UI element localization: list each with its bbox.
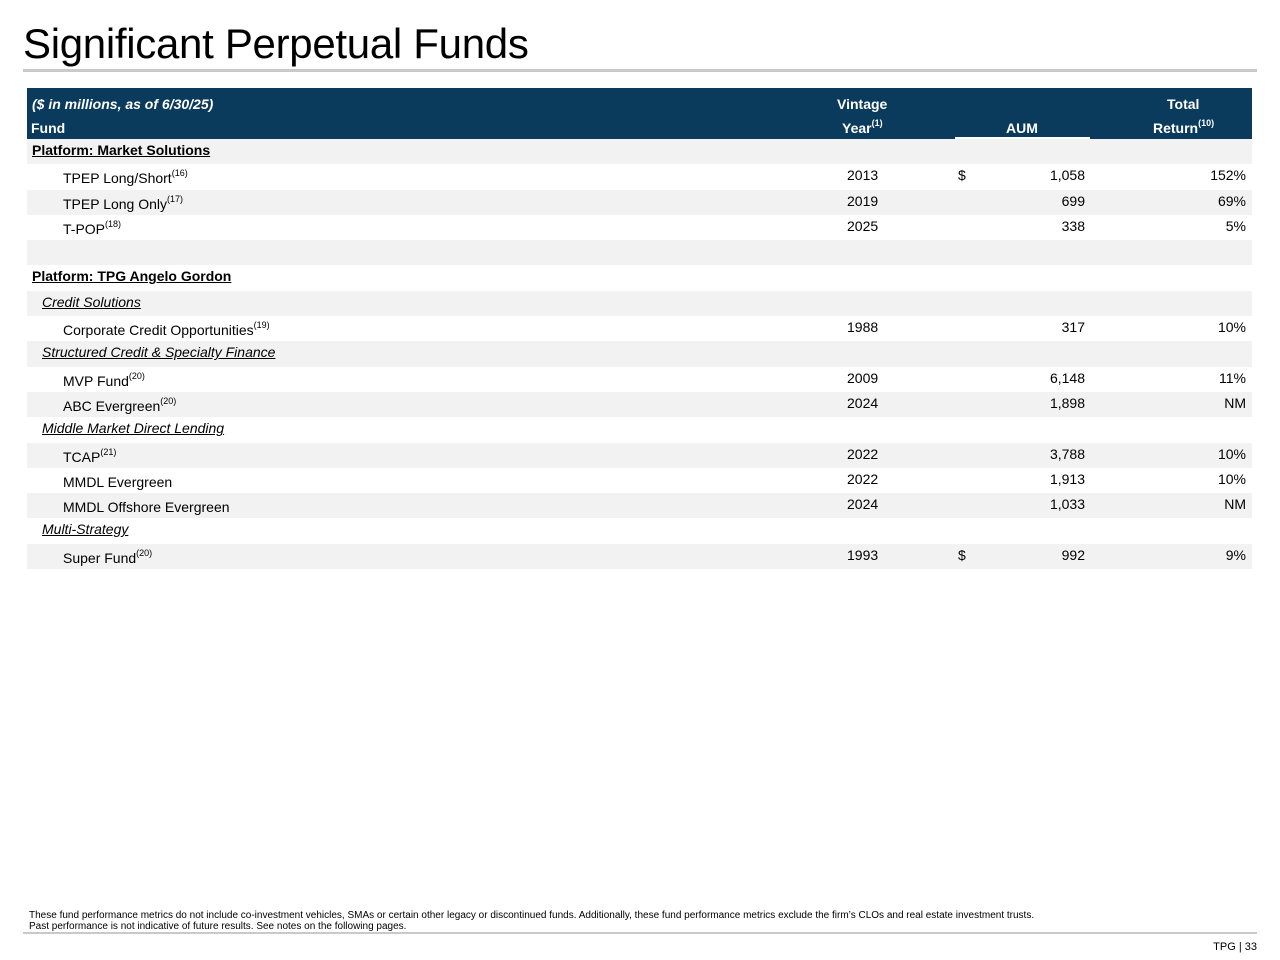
table-row <box>27 316 1252 341</box>
aum-value: 992 <box>1061 546 1085 563</box>
aum-value: 338 <box>1061 217 1085 234</box>
page-title: Significant Perpetual Funds <box>23 20 529 67</box>
header-return-text: Return <box>1153 120 1199 136</box>
table-header <box>27 88 1252 139</box>
fund-footnote-ref: (20) <box>128 370 145 381</box>
vintage-year: 2024 <box>847 496 879 513</box>
total-return: NM <box>1224 496 1246 513</box>
fund-name: TCAP <box>63 448 101 465</box>
aum-value: 1,898 <box>1049 394 1085 411</box>
fund-name-cell <box>63 322 270 338</box>
table-row <box>27 443 1252 468</box>
table-row <box>27 544 1252 569</box>
fund-footnote-ref: (17) <box>167 193 184 204</box>
title-divider <box>23 69 1257 72</box>
fund-name-cell <box>63 395 177 414</box>
fund-name-cell <box>63 218 122 237</box>
header-aum: AUM <box>1006 120 1038 136</box>
table-row <box>27 518 1252 543</box>
currency-sign: $ <box>958 167 966 184</box>
total-return: 9% <box>1225 546 1246 563</box>
table-row <box>27 291 1252 316</box>
header-total-line1: Total <box>1167 96 1200 112</box>
table-row <box>27 392 1252 417</box>
header-fund: Fund <box>31 120 66 136</box>
fund-name-cell <box>63 474 172 490</box>
fund-footnote-ref: (21) <box>100 446 117 457</box>
fund-footnote-ref: (18) <box>105 218 122 229</box>
aum-value: 699 <box>1061 192 1085 209</box>
aum-value: 3,788 <box>1049 445 1085 462</box>
fund-name-cell <box>63 446 117 465</box>
total-return: 10% <box>1217 319 1246 336</box>
category-heading: Multi-Strategy <box>42 521 129 538</box>
platform-heading: Platform: Market Solutions <box>32 142 211 158</box>
fund-name-cell <box>63 170 188 186</box>
fund-name: T-POP <box>63 220 106 237</box>
table-row <box>27 367 1252 392</box>
fund-name-cell <box>63 370 145 389</box>
currency-sign: $ <box>958 546 966 563</box>
header-year-footnote: (1) <box>871 118 883 128</box>
aum-value: 317 <box>1061 319 1085 336</box>
fund-name-cell <box>63 499 230 515</box>
aum-value: 1,913 <box>1049 470 1085 487</box>
category-heading: Credit Solutions <box>42 293 141 310</box>
aum-value: 1,033 <box>1049 496 1085 513</box>
fund-name: MMDL Offshore Evergreen <box>63 499 230 516</box>
vintage-year: 2009 <box>847 369 879 386</box>
table-row <box>27 240 1252 265</box>
total-return: 152% <box>1210 167 1246 184</box>
total-return: 69% <box>1217 192 1246 209</box>
vintage-year: 2025 <box>847 217 879 234</box>
fund-name: MVP Fund <box>63 372 129 389</box>
footnote-line-2: Past performance is not indicative of future results. See notes on the following pages. <box>29 921 407 932</box>
fund-footnote-ref: (20) <box>160 395 177 406</box>
table-row <box>27 265 1252 290</box>
vintage-year: 1993 <box>847 546 879 563</box>
aum-value: 1,058 <box>1049 167 1085 184</box>
total-return: NM <box>1224 394 1246 411</box>
table-row <box>27 164 1252 189</box>
table-row <box>27 215 1252 240</box>
fund-name-cell <box>63 547 153 566</box>
footnote-line-1: These fund performance metrics do not include co-investment vehicles, SMAs or certain other legacy or discontinued funds. Additionally, these fund performance metrics exclude the firm’s CLOs and real estate investment trusts. <box>29 910 1035 921</box>
fund-name: Super Fund <box>63 549 137 566</box>
fund-name-cell <box>63 193 184 212</box>
total-return: 5% <box>1225 217 1246 234</box>
fund-name: ABC Evergreen <box>63 397 161 414</box>
footer-divider <box>23 932 1257 934</box>
header-vintage-line2 <box>842 120 883 136</box>
table-row <box>27 139 1252 164</box>
units-note: ($ in millions, as of 6/30/25) <box>32 96 214 112</box>
fund-footnote-ref: (16) <box>171 168 188 179</box>
table-row <box>27 190 1252 215</box>
page-number: TPG | 33 <box>1213 941 1257 953</box>
vintage-year: 2024 <box>847 394 879 411</box>
total-return: 10% <box>1217 470 1246 487</box>
fund-name: TPEP Long/Short <box>63 170 172 187</box>
vintage-year: 2022 <box>847 445 879 462</box>
table-row <box>27 493 1252 518</box>
header-total-line2 <box>1153 120 1214 136</box>
vintage-year: 1988 <box>847 319 879 336</box>
fund-name: Corporate Credit Opportunities <box>63 322 254 339</box>
footnote <box>29 910 1034 932</box>
header-year-text: Year <box>842 120 872 136</box>
vintage-year: 2019 <box>847 192 879 209</box>
vintage-year: 2022 <box>847 470 879 487</box>
category-heading: Middle Market Direct Lending <box>42 420 225 437</box>
table-body <box>27 139 1252 569</box>
table-row <box>27 341 1252 366</box>
table-row <box>27 417 1252 442</box>
funds-table <box>27 88 1252 569</box>
category-heading: Structured Credit & Specialty Finance <box>42 344 276 361</box>
total-return: 10% <box>1217 445 1246 462</box>
fund-name: TPEP Long Only <box>63 195 168 212</box>
aum-value: 6,148 <box>1049 369 1085 386</box>
total-return: 11% <box>1219 369 1246 386</box>
table-row <box>27 468 1252 493</box>
fund-footnote-ref: (20) <box>136 547 153 558</box>
platform-heading: Platform: TPG Angelo Gordon <box>32 268 232 285</box>
fund-name: MMDL Evergreen <box>63 473 173 490</box>
header-return-footnote: (10) <box>1198 118 1215 128</box>
header-vintage-line1: Vintage <box>837 96 888 112</box>
vintage-year: 2013 <box>847 167 879 184</box>
fund-footnote-ref: (19) <box>253 320 270 331</box>
